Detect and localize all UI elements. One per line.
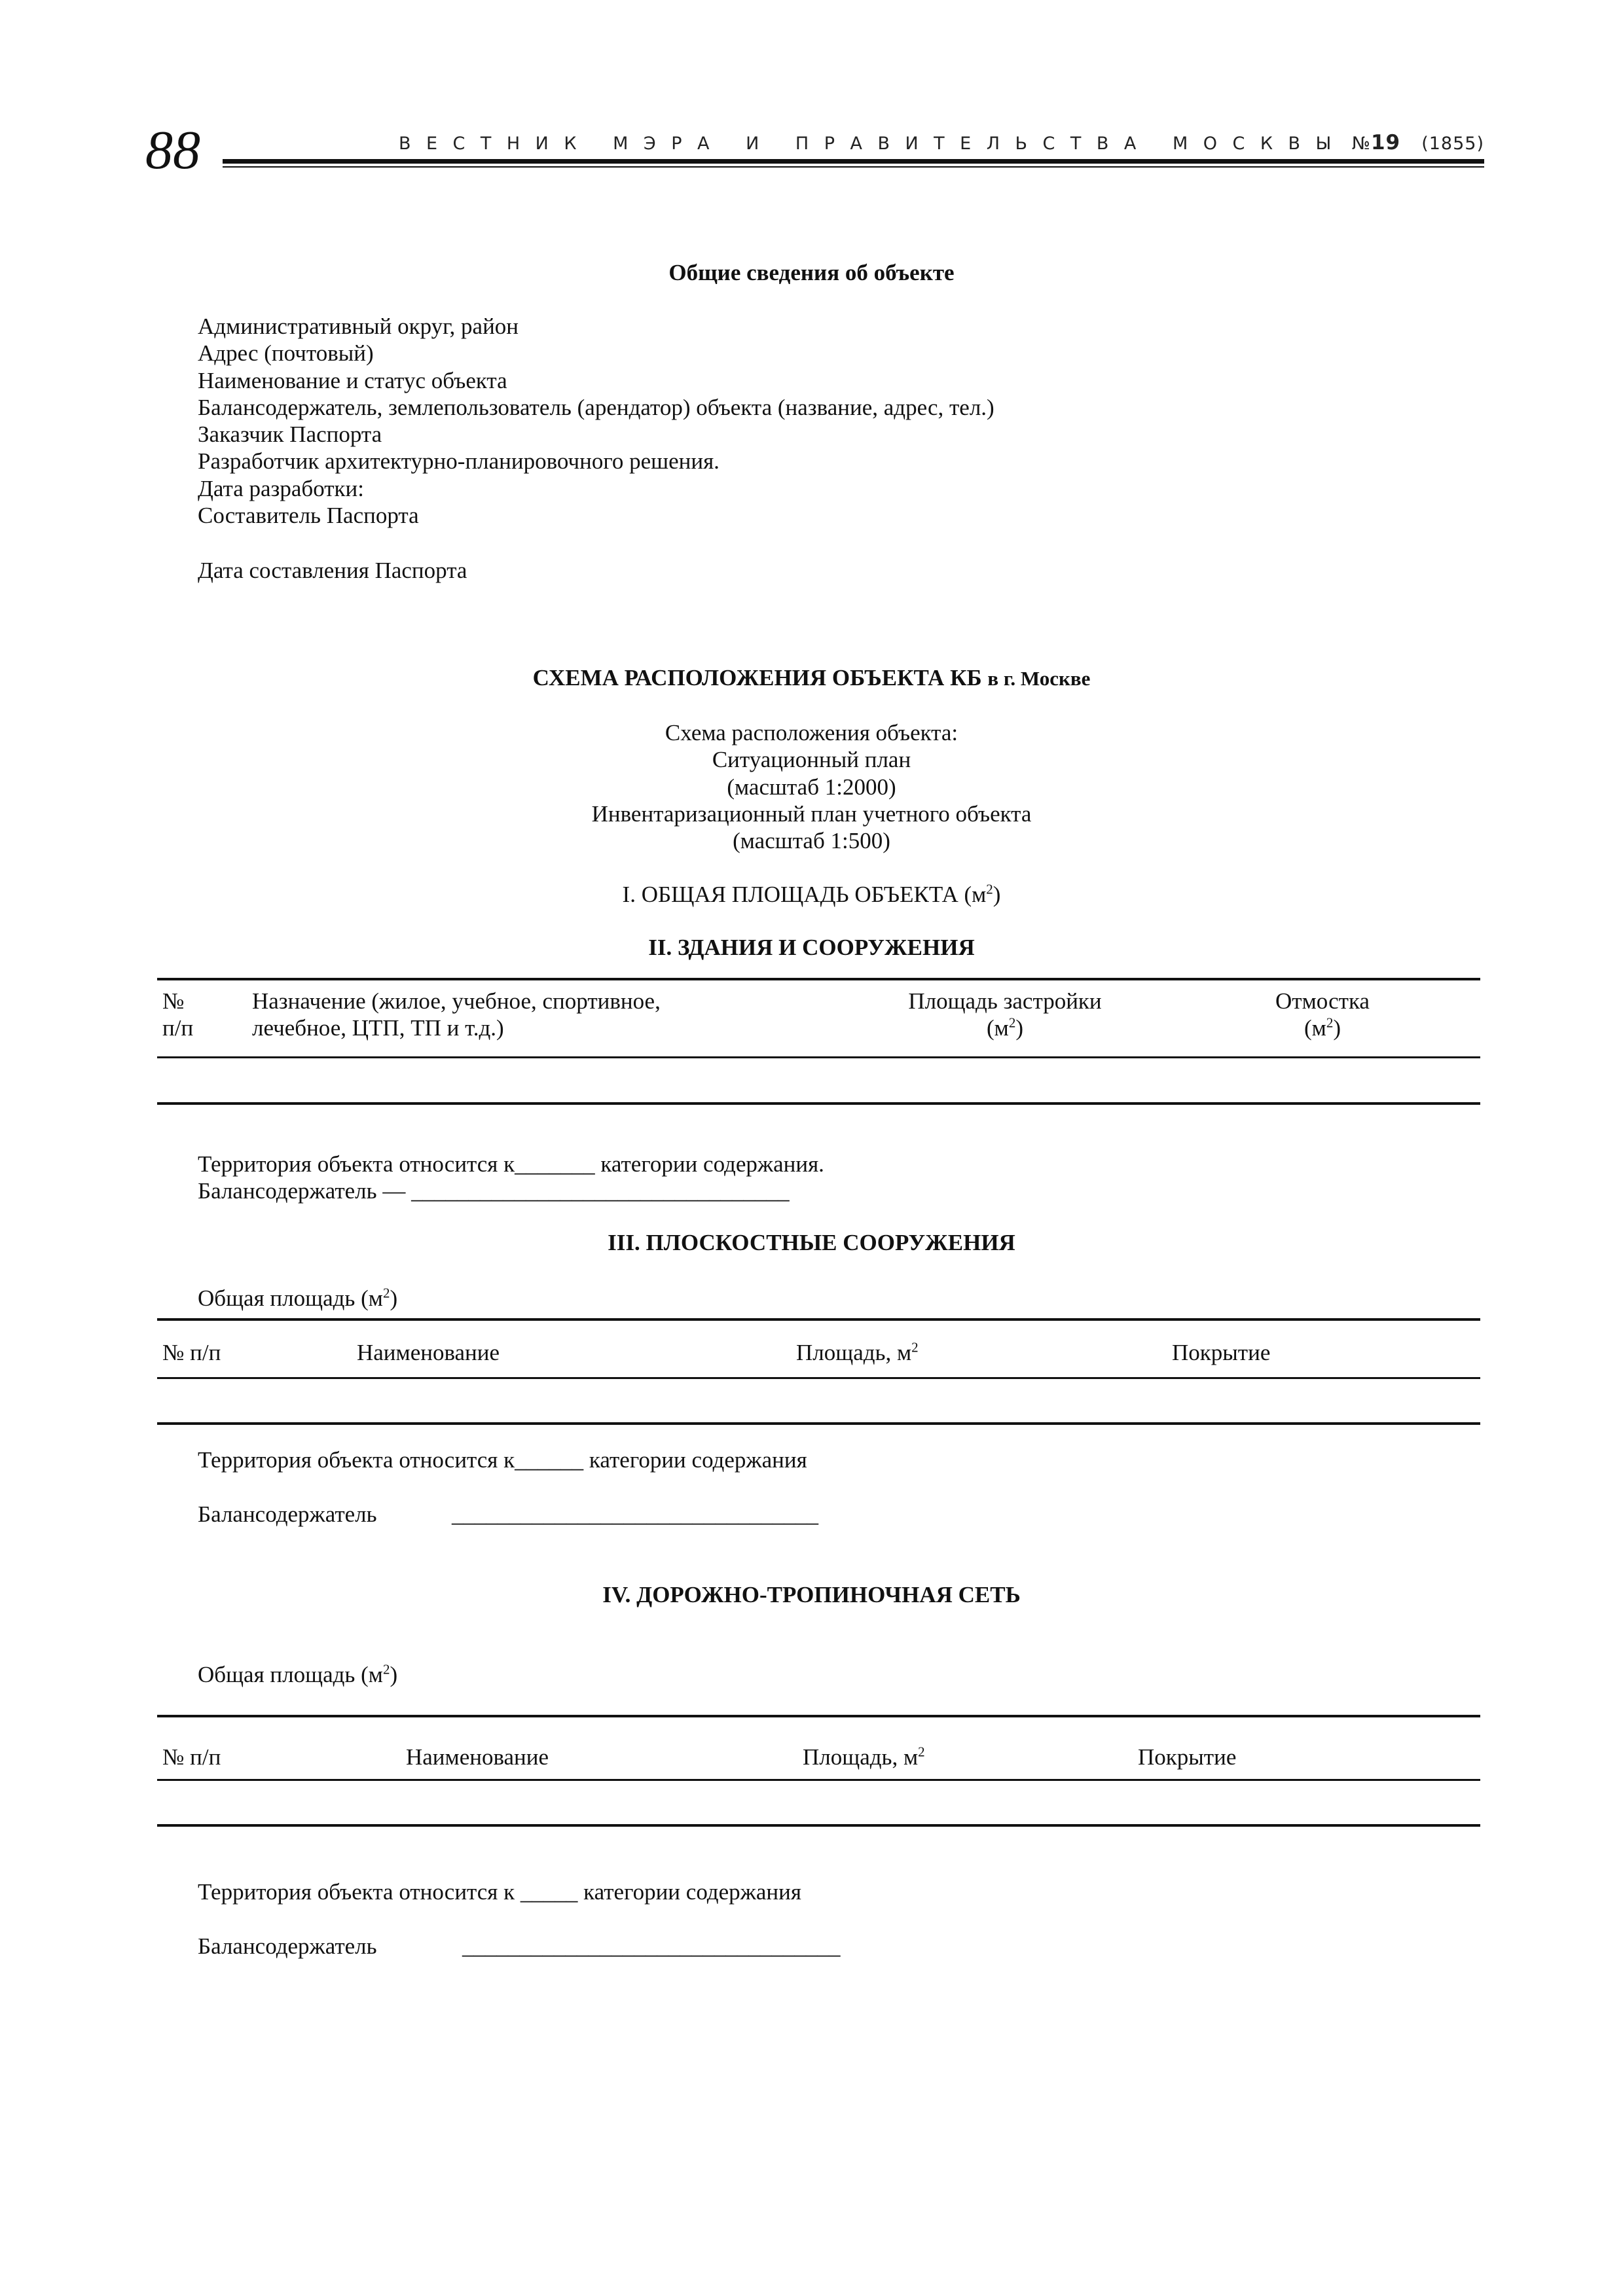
header-rule-thin (223, 166, 1484, 168)
category-text: Территория объекта относится к (198, 1879, 520, 1905)
col-cover-header: Покрытие (1172, 1340, 1271, 1365)
general-info-title: Общие сведения об объекте (668, 260, 955, 285)
table-rule (157, 1318, 1480, 1321)
table-rule (157, 978, 1480, 980)
holder-label: Балансодержатель — (198, 1178, 412, 1204)
issue-number: 19 (1370, 131, 1401, 154)
general-line: Административный округ, район (198, 314, 519, 339)
total-area-text: Общая площадь (м (198, 1662, 383, 1687)
total-area-close: ) (390, 1285, 398, 1311)
section-4-title: IV. ДОРОЖНО-ТРОПИНОЧНАЯ СЕТЬ (602, 1582, 1021, 1607)
table-rule (157, 1377, 1480, 1379)
col-area-close: ) (1015, 1015, 1023, 1041)
table-rule (157, 1715, 1480, 1717)
scheme-line: Ситуационный план (712, 747, 911, 772)
general-line: Составитель Паспорта (198, 503, 419, 529)
holder-blank: _________________________________ (411, 1178, 790, 1204)
scheme-line: Инвентаризационный план учетного объекта (591, 801, 1032, 827)
category-line (198, 1446, 807, 1473)
category-blank: _____ (520, 1879, 578, 1905)
col-cover-header: Покрытие (1138, 1744, 1237, 1770)
scheme-title-tail: в г. Москве (987, 667, 1091, 690)
category-line (198, 1151, 824, 1177)
superscript: 2 (1008, 1014, 1016, 1031)
category-blank: _______ (515, 1151, 595, 1177)
issue-total: (1855) (1421, 134, 1484, 154)
col-no-header-2: п/п (162, 1015, 194, 1041)
total-area (198, 1285, 397, 1312)
superscript: 2 (382, 1285, 390, 1301)
category-text-tail: категории содержания. (594, 1151, 824, 1177)
scheme-line: (масштаб 1:500) (733, 828, 890, 853)
table-rule (157, 1056, 1480, 1058)
superscript: 2 (382, 1661, 390, 1677)
category-text-tail: категории содержания (577, 1879, 801, 1905)
holder-line (198, 1177, 790, 1204)
section-3-title: III. ПЛОСКОСТНЫЕ СООРУЖЕНИЯ (608, 1230, 1015, 1255)
scheme-title-main: СХЕМА РАСПОЛОЖЕНИЯ ОБЪЕКТА КБ (532, 665, 982, 691)
total-area-text: Общая площадь (м (198, 1285, 383, 1311)
col-name-header: Наименование (357, 1340, 500, 1365)
col-area-text: Площадь, м (796, 1340, 912, 1365)
col-no-header: № (162, 988, 185, 1014)
col-name-header: Наименование (406, 1744, 549, 1770)
page-number: 88 (145, 120, 200, 181)
col-area-header (796, 1339, 919, 1366)
col-no-header: № п/п (162, 1744, 221, 1770)
scheme-line: (масштаб 1:2000) (727, 774, 896, 800)
col-blind-unit: (м (1304, 1015, 1326, 1041)
superscript: 2 (911, 1339, 919, 1355)
total-area-close: ) (390, 1662, 398, 1687)
col-area-header (803, 1744, 925, 1770)
section-1-title (0, 881, 1623, 908)
table-rule (157, 1422, 1480, 1425)
general-line: Балансодержатель, землепользователь (арендатор) объекта (название, адрес, тел.) (198, 394, 994, 420)
general-line: Дата разработки: (198, 475, 365, 501)
category-text-tail: категории содержания (583, 1447, 807, 1473)
general-line: Разработчик архитектурно-планировочного решения. (198, 448, 720, 475)
category-text: Территория объекта относится к (198, 1151, 515, 1177)
general-info-list (198, 313, 994, 529)
header-rule (223, 159, 1484, 164)
total-area (198, 1661, 397, 1688)
col-purpose-header-2: лечебное, ЦТП, ТП и т.д.) (252, 1015, 504, 1041)
col-area-unit: (м (987, 1015, 1009, 1041)
col-blind-close: ) (1333, 1015, 1341, 1041)
general-line: Адрес (почтовый) (198, 340, 374, 367)
table-rule (157, 1824, 1480, 1827)
holder-blank: ________________________________ (452, 1501, 818, 1527)
category-blank: ______ (515, 1447, 584, 1473)
holder-label: Балансодержатель (198, 1933, 377, 1959)
section-1-title-close: ) (993, 882, 1001, 907)
col-area-header: Площадь застройки (908, 988, 1102, 1014)
category-line (198, 1878, 801, 1905)
col-area-header-2 (897, 1014, 1113, 1041)
col-area-text: Площадь, м (803, 1744, 919, 1770)
holder-blank: _________________________________ (462, 1933, 841, 1959)
journal-header (399, 131, 1484, 154)
journal-title: ВЕСТНИК МЭРА И ПРАВИТЕЛЬСТВА МОСКВЫ (398, 134, 1347, 154)
holder-label: Балансодержатель (198, 1501, 377, 1527)
scheme-title (0, 664, 1623, 692)
section-2-title: II. ЗДАНИЯ И СООРУЖЕНИЯ (648, 935, 975, 960)
col-purpose-header: Назначение (жилое, учебное, спортивное, (252, 988, 661, 1014)
superscript: 2 (986, 881, 993, 897)
table-rule (157, 1102, 1480, 1105)
section-1-title-text: I. ОБЩАЯ ПЛОЩАДЬ ОБЪЕКТА (м (622, 882, 987, 907)
table-rule (157, 1779, 1480, 1781)
col-no-header: № п/п (162, 1340, 221, 1365)
scheme-line: Схема расположения объекта: (665, 720, 958, 745)
col-blind-area-header-2 (1257, 1014, 1388, 1041)
general-line: Заказчик Паспорта (198, 422, 382, 448)
issue-sign: № (1351, 134, 1371, 154)
superscript: 2 (1326, 1014, 1334, 1031)
superscript: 2 (918, 1744, 925, 1760)
compile-date: Дата составления Паспорта (198, 558, 467, 583)
general-line: Наименование и статус объекта (198, 367, 507, 393)
category-text: Территория объекта относится к (198, 1447, 515, 1473)
col-blind-area-header: Отмостка (1275, 988, 1370, 1014)
